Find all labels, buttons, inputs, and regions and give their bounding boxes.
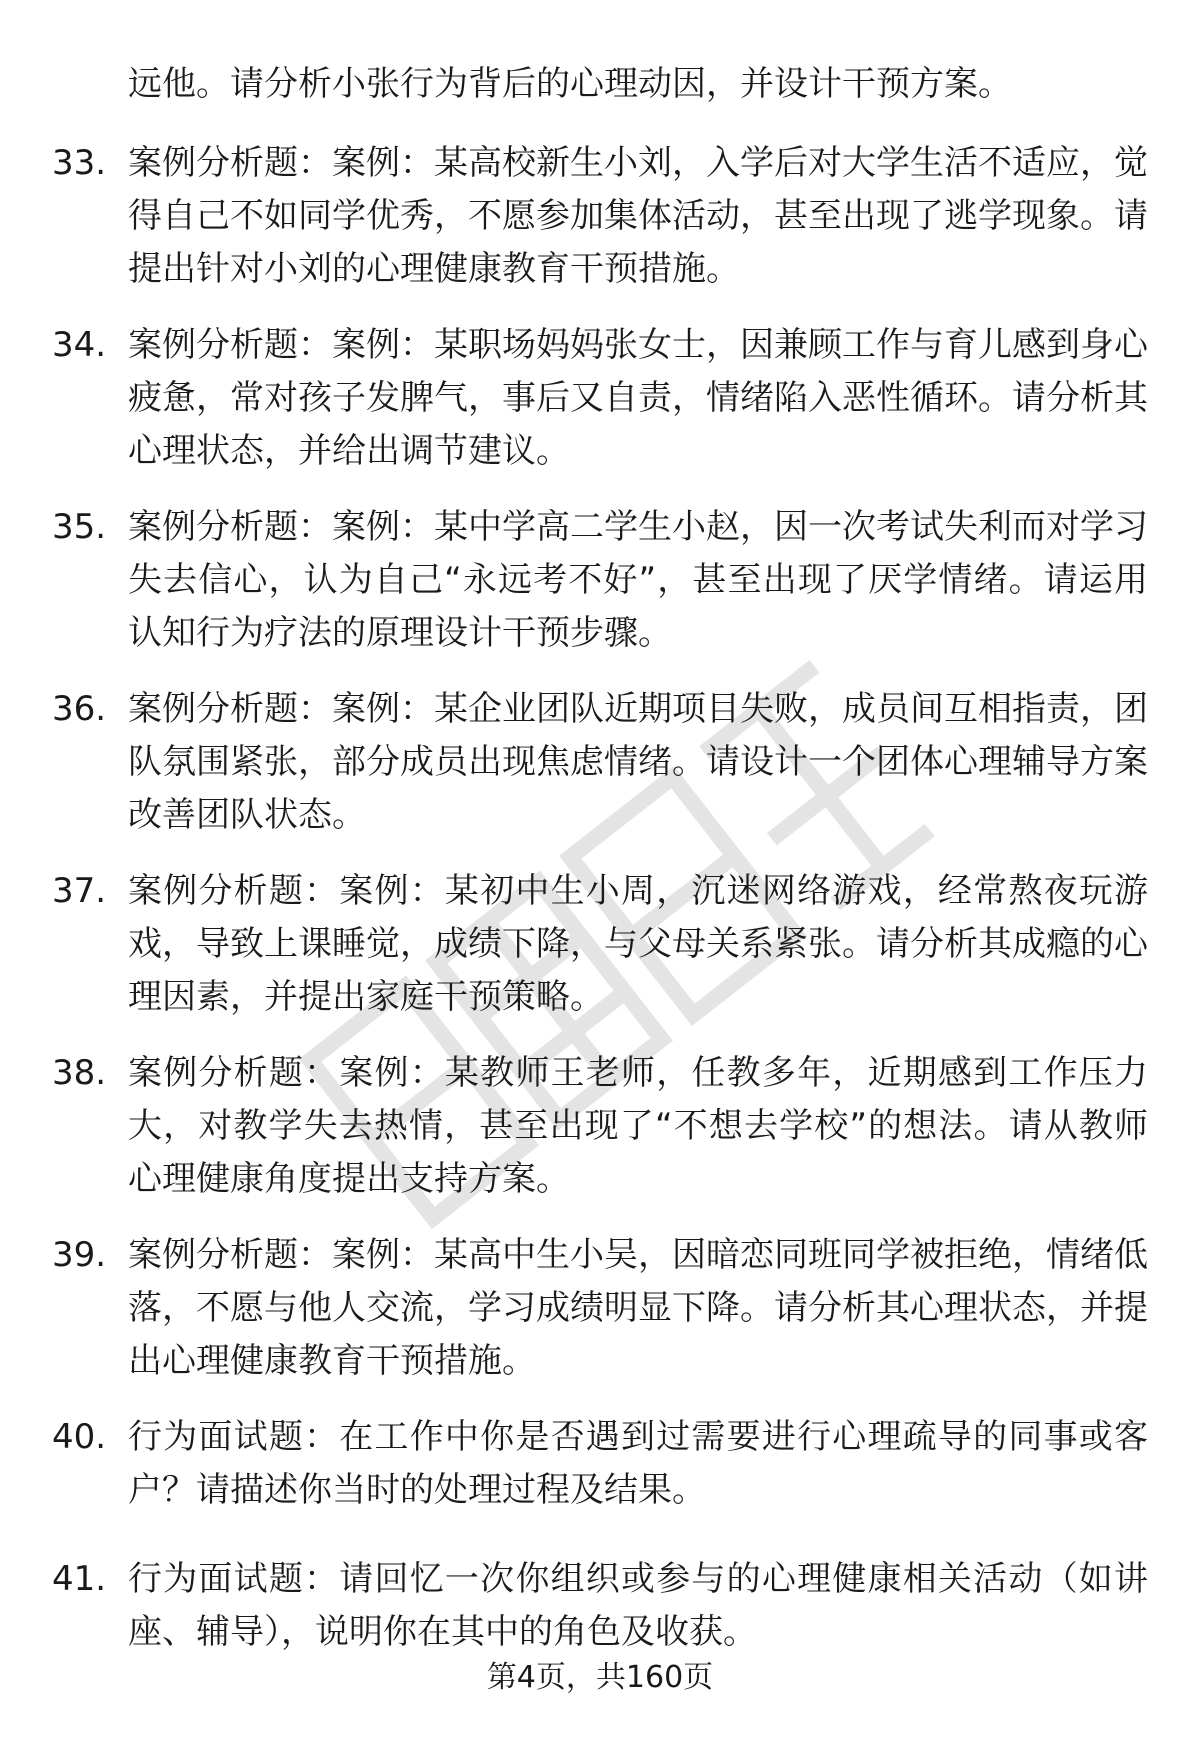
question-text: 案例分析题：案例：某教师王老师，任教多年，近期感到工作压力大，对教学失去热情，甚至出现了“不想去学校”的想法。请从教师心理健康角度提出支持方案。 — [128, 1053, 1148, 1199]
question-text: 案例分析题：案例：某初中生小周，沉迷网络游戏，经常熬夜玩游戏，导致上课睡觉，成绩下降，与父母关系紧张。请分析其成瘾的心理因素，并提出家庭干预策略。 — [128, 871, 1148, 1017]
question-item — [0, 1047, 1200, 1199]
question-item — [0, 1411, 1200, 1511]
question-number: 33. — [52, 143, 107, 183]
question-text: 案例分析题：案例：某高中生小吴，因暗恋同班同学被拒绝，情绪低落，不愿与他人交流，学习成绩明显下降。请分析其心理状态，并提出心理健康教育干预措施。 — [128, 1235, 1148, 1381]
question-text: 案例分析题：案例：某企业团队近期项目失败，成员间互相指责，团队氛围紧张，部分成员出现焦虑情绪。请设计一个团体心理辅导方案改善团队状态。 — [128, 689, 1148, 835]
question-number: 40. — [52, 1417, 107, 1457]
question-item — [0, 137, 1200, 289]
question-number: 34. — [52, 325, 107, 365]
question-number: 37. — [52, 871, 107, 911]
question-number: 35. — [52, 507, 107, 547]
page-footer: 第4页，共160页 — [486, 1660, 714, 1695]
question-item — [0, 1229, 1200, 1381]
question-text: 行为面试题：请回忆一次你组织或参与的心理健康相关活动（如讲座、辅导），说明你在其中的角色及收获。 — [128, 1559, 1148, 1652]
question-text: 案例分析题：案例：某高校新生小刘，入学后对大学生活不适应，觉得自己不如同学优秀，不愿参加集体活动，甚至出现了逃学现象。请提出针对小刘的心理健康教育干预措施。 — [128, 143, 1148, 289]
question-list — [0, 137, 1200, 1695]
question-text: 行为面试题：在工作中你是否遇到过需要进行心理疏导的同事或客户？请描述你当时的处理过程及结果。 — [128, 1417, 1148, 1510]
question-number: 38. — [52, 1053, 107, 1093]
question-item — [0, 865, 1200, 1017]
question-number: 39. — [52, 1235, 107, 1275]
question-item — [0, 683, 1200, 835]
question-number: 36. — [52, 689, 107, 729]
question-text: 案例分析题：案例：某职场妈妈张女士，因兼顾工作与育儿感到身心疲惫，常对孩子发脾气，事后又自责，情绪陷入恶性循环。请分析其心理状态，并给出调节建议。 — [128, 325, 1148, 471]
question-item — [0, 1553, 1200, 1653]
question-item — [0, 319, 1200, 471]
continuation-text: 远他。请分析小张行为背后的心理动因，并设计干预方案。 — [128, 64, 1012, 104]
question-text: 案例分析题：案例：某中学高二学生小赵，因一次考试失利而对学习失去信心，认为自己“永远考不好”，甚至出现了厌学情绪。请运用认知行为疗法的原理设计干预步骤。 — [128, 507, 1148, 653]
question-item — [0, 501, 1200, 653]
question-number: 41. — [52, 1559, 107, 1599]
